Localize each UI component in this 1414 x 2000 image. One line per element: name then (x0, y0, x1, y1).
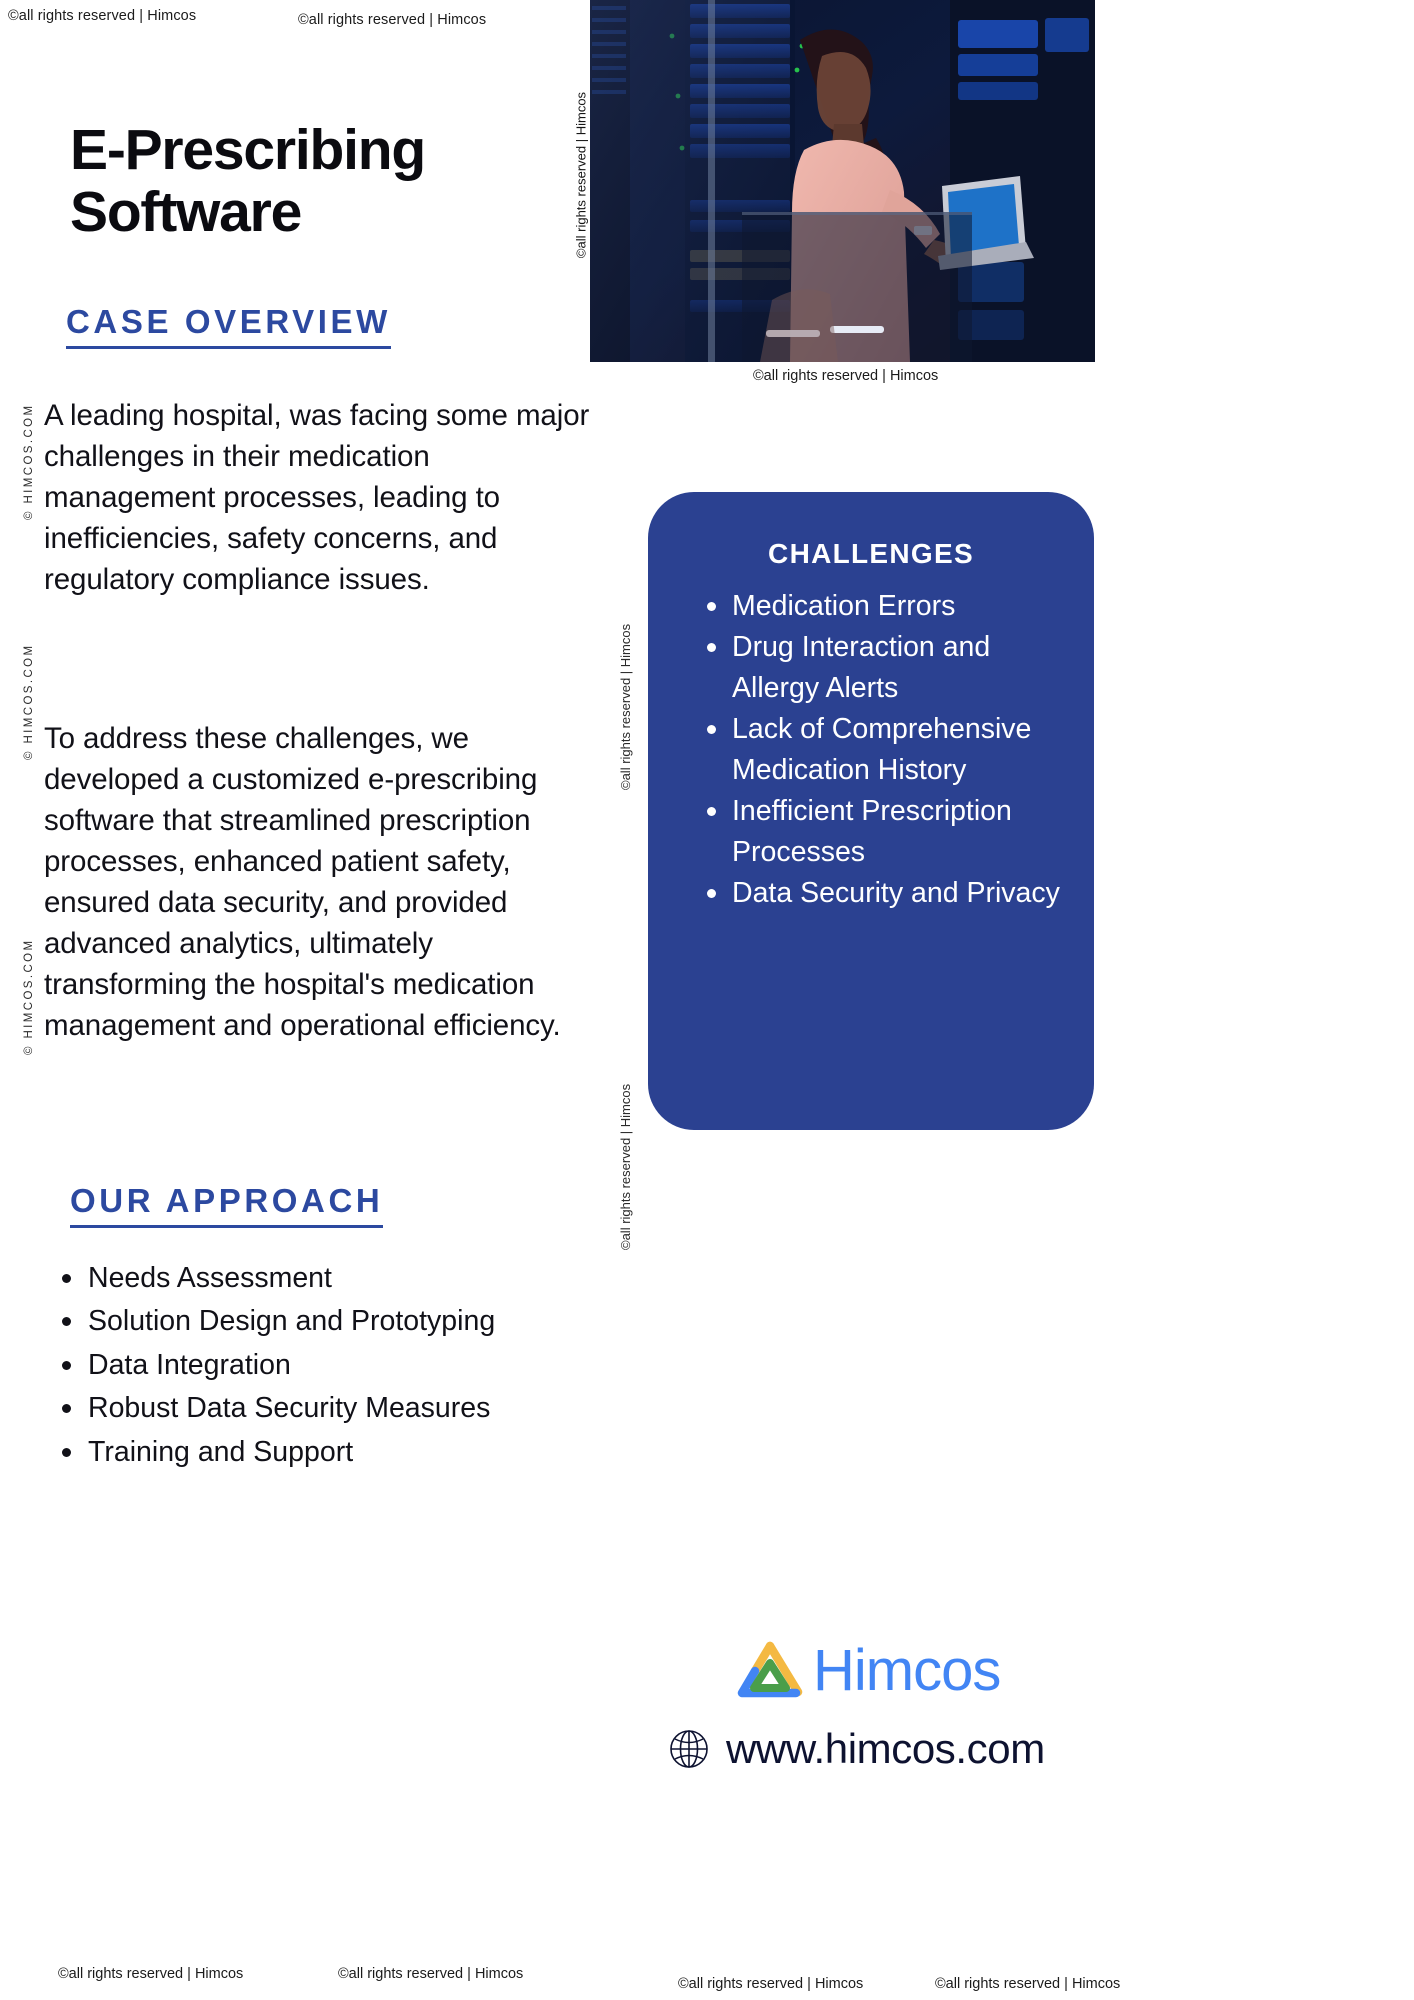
case-overview-paragraph-2: To address these challenges, we developed a customized e-prescribing software that streamlined prescription processes, enhanced patient safety, ensured data security, and provided advanced analytics, ultimately transforming the hospital's medication management and operational efficiency. (44, 721, 561, 1043)
watermark-top-center: ©all rights reserved | Himcos (298, 12, 487, 28)
list-item: Training and Support (88, 1432, 688, 1472)
watermark-side-3: © HIMCOS.COM (23, 938, 35, 1055)
watermark-top-left: ©all rights reserved | Himcos (8, 8, 197, 24)
list-item: Lack of Comprehensive Medication History (732, 709, 1076, 790)
case-overview-heading: CASE OVERVIEW (66, 303, 391, 349)
page-title: E-Prescribing Software (70, 118, 426, 244)
watermark-footer-3: ©all rights reserved | Himcos (678, 1976, 864, 1992)
our-approach-heading: OUR APPROACH (70, 1182, 383, 1228)
watermark-footer-4: ©all rights reserved | Himcos (935, 1976, 1121, 1992)
our-approach-list (46, 1258, 688, 1475)
challenges-card (648, 492, 1094, 1130)
list-item: Solution Design and Prototyping (88, 1301, 688, 1341)
list-item: Needs Assessment (88, 1258, 688, 1298)
list-item: Drug Interaction and Allergy Alerts (732, 627, 1076, 708)
list-item: Data Integration (88, 1345, 688, 1385)
website-link[interactable] (668, 1725, 1045, 1772)
globe-icon (668, 1728, 710, 1770)
challenges-heading: CHALLENGES (768, 538, 974, 569)
list-item: Data Security and Privacy (732, 873, 1076, 913)
hero-image (590, 0, 1095, 362)
himcos-triangle-logo-icon (733, 1638, 807, 1704)
watermark-side-2: © HIMCOS.COM (23, 643, 35, 760)
watermark-footer-2: ©all rights reserved | Himcos (338, 1966, 524, 1982)
watermark-middle-1: ©all rights reserved | Himcos (618, 623, 633, 790)
list-item: Robust Data Security Measures (88, 1388, 688, 1428)
challenges-list (666, 586, 1076, 914)
website-url: www.himcos.com (726, 1725, 1045, 1772)
watermark-image-overlay: ©all rights reserved | Himcos (573, 91, 589, 259)
brand-logo (733, 1638, 1000, 1704)
list-item: Medication Errors (732, 586, 1076, 626)
watermark-footer-1: ©all rights reserved | Himcos (58, 1966, 244, 1982)
case-overview-paragraph-1: A leading hospital, was facing some major challenges in their medication management processes, leading to inefficiencies, safety concerns, and regulatory compliance issues. (44, 398, 590, 597)
watermark-middle-2: ©all rights reserved | Himcos (618, 1083, 633, 1250)
watermark-image-caption: ©all rights reserved | Himcos (753, 368, 939, 384)
watermark-side-1: © HIMCOS.COM (23, 403, 35, 520)
server-room-photo (590, 0, 1095, 362)
list-item: Inefficient Prescription Processes (732, 791, 1076, 872)
brand-name: Himcos (813, 1638, 1001, 1703)
